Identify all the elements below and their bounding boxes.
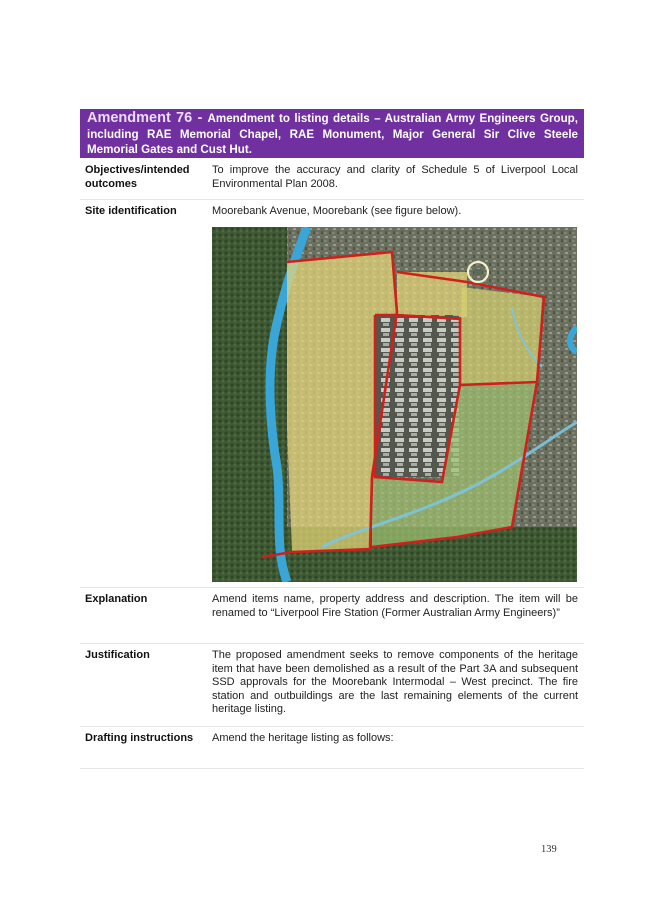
row-value: The proposed amendment seeks to remove components of the heritage item that have been demolished as a result of the Part 3A and subsequent SSD approvals for the Moorebank Intermodal – West precinct. The fire station and outbuildings are the last remaining elements of the current heritage listing. (212, 649, 578, 715)
row-explanation (80, 588, 584, 644)
amendment-header (80, 109, 584, 158)
row-objectives (80, 159, 584, 200)
row-label: Drafting instructions (85, 732, 194, 744)
row-value: Amend the heritage listing as follows: (212, 732, 394, 744)
site-area-northeast (460, 287, 542, 385)
row-label: Justification (85, 649, 150, 661)
amendment-number: Amendment 76 - (87, 110, 208, 126)
amendment-title: Amendment to listing details – Australian Army Engineers Group, including RAE Memorial Chapel, RAE Monument, Major General Sir Clive Steele Memorial Gates and Cust Hut. (87, 112, 578, 156)
site-area-north (397, 272, 467, 317)
row-label: Explanation (85, 593, 148, 605)
row-justification (80, 644, 584, 727)
row-drafting-instructions (80, 727, 584, 769)
row-label: Objectives/intended outcomes (85, 164, 190, 190)
row-value: To improve the accuracy and clarity of Schedule 5 of Liverpool Local Environmental Plan 2008. (212, 164, 578, 190)
row-value: Amend items name, property address and description. The item will be renamed to “Liverpool Fire Station (Former Australian Army Engineers)” (212, 593, 578, 619)
page-number: 139 (541, 844, 557, 855)
row-label: Site identification (85, 205, 177, 217)
site-aerial-map (212, 227, 577, 582)
row-value: Moorebank Avenue, Moorebank (see figure below). (212, 205, 462, 217)
